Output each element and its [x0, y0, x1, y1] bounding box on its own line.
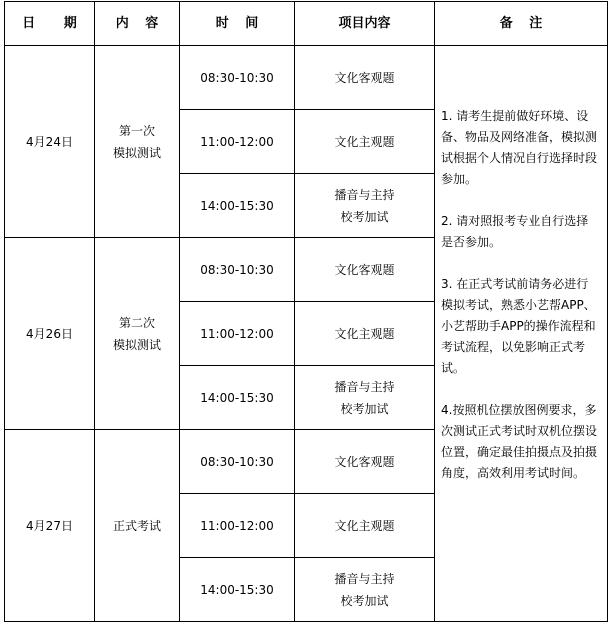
content-cell: [95, 238, 180, 430]
date-cell: 4月24日: [5, 46, 95, 238]
content-cell: 正式考试: [95, 430, 180, 622]
remark-note: 4.按照机位摆放图例要求，多次测试正式考试时双机位摆设位置，确定最佳拍摄点及拍摄角度，高效利用考试时间。: [441, 403, 598, 480]
project-line: 文化主观题: [334, 326, 395, 341]
time-cell: 08:30-10:30: [180, 238, 295, 302]
content-line: 模拟测试: [112, 145, 161, 160]
time-cell: 14:00-15:30: [180, 558, 295, 622]
project-line: 播音与主持: [334, 187, 395, 202]
remarks-cell: [435, 46, 608, 622]
project-line: 文化主观题: [334, 134, 395, 149]
project-line: 文化客观题: [334, 70, 395, 85]
content-line: 第二次: [118, 315, 155, 330]
header-remarks: 备 注: [435, 2, 608, 46]
time-cell: 11:00-12:00: [180, 110, 295, 174]
project-line: 播音与主持: [334, 571, 395, 586]
project-line: 校考加试: [340, 401, 389, 416]
header-project: 项目内容: [295, 2, 435, 46]
date-cell: 4月27日: [5, 430, 95, 622]
remark-note: 2. 请对照报考专业自行选择是否参加。: [441, 214, 589, 249]
header-row: [5, 2, 608, 46]
exam-schedule-table: [4, 1, 608, 622]
project-cell: [295, 302, 435, 366]
content-cell: [95, 46, 180, 238]
time-cell: 08:30-10:30: [180, 46, 295, 110]
project-cell: [295, 494, 435, 558]
project-cell: [295, 46, 435, 110]
table-row: [5, 46, 608, 110]
content-line: 模拟测试: [112, 337, 161, 352]
time-cell: 11:00-12:00: [180, 494, 295, 558]
project-line: 文化客观题: [334, 262, 395, 277]
project-line: 校考加试: [340, 593, 389, 608]
header-time: 时 间: [180, 2, 295, 46]
remark-note: 1. 请考生提前做好环境、设备、物品及网络准备，模拟测试根据个人情况自行选择时段参加。: [441, 109, 598, 186]
project-cell: [295, 558, 435, 622]
project-line: 文化主观题: [334, 518, 395, 533]
project-cell: [295, 174, 435, 238]
remark-note: 3. 在正式考试前请务必进行模拟考试，熟悉小艺帮APP、小艺帮助手APP的操作流程和考试流程，以免影响正式考试。: [441, 277, 596, 375]
time-cell: 11:00-12:00: [180, 302, 295, 366]
time-cell: 14:00-15:30: [180, 366, 295, 430]
project-cell: [295, 110, 435, 174]
date-cell: 4月26日: [5, 238, 95, 430]
project-cell: [295, 366, 435, 430]
project-cell: [295, 430, 435, 494]
time-cell: 08:30-10:30: [180, 430, 295, 494]
project-line: 播音与主持: [334, 379, 395, 394]
project-cell: [295, 238, 435, 302]
time-cell: 14:00-15:30: [180, 174, 295, 238]
header-content: 内 容: [95, 2, 180, 46]
content-line: 第一次: [118, 123, 155, 138]
header-date: 日 期: [5, 2, 95, 46]
project-line: 校考加试: [340, 209, 389, 224]
project-line: 文化客观题: [334, 454, 395, 469]
